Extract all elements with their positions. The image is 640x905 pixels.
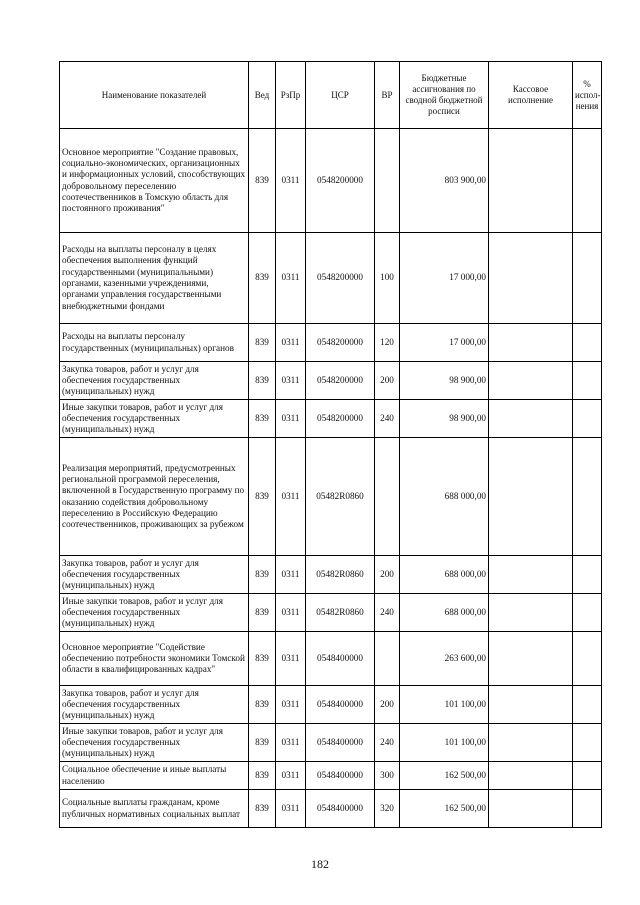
cell-ved: 839: [249, 632, 276, 686]
cell-rzpr: 0311: [276, 724, 306, 762]
cell-rzpr: 0311: [276, 129, 306, 233]
cell-ved: 839: [249, 362, 276, 400]
cell-budget: 688 000,00: [400, 556, 489, 594]
cell-budget: 162 500,00: [400, 762, 489, 790]
cell-budget: 17 000,00: [400, 233, 489, 324]
table-header-row: [60, 62, 602, 129]
cell-csr: 0548200000: [306, 400, 375, 438]
header-rzpr: РзПр: [276, 62, 306, 129]
cell-budget: 688 000,00: [400, 594, 489, 632]
cell-percent: [573, 594, 602, 632]
cell-csr: 0548400000: [306, 790, 375, 828]
cell-rzpr: 0311: [276, 556, 306, 594]
cell-vr: 200: [375, 686, 400, 724]
cell-cash: [489, 790, 573, 828]
cell-cash: [489, 594, 573, 632]
cell-cash: [489, 556, 573, 594]
cell-name: Закупка товаров, работ и услуг для обеспечения государственных (муниципальных) нужд: [60, 686, 249, 724]
cell-percent: [573, 129, 602, 233]
cell-budget: 688 000,00: [400, 438, 489, 556]
table-row: [60, 556, 602, 594]
cell-vr: 240: [375, 724, 400, 762]
cell-name: Социальные выплаты гражданам, кроме публичных нормативных социальных выплат: [60, 790, 249, 828]
cell-cash: [489, 324, 573, 362]
cell-budget: 101 100,00: [400, 686, 489, 724]
header-percent: % испол-нения: [573, 62, 602, 129]
cell-budget: 162 500,00: [400, 790, 489, 828]
cell-ved: 839: [249, 686, 276, 724]
cell-csr: 0548400000: [306, 686, 375, 724]
cell-name: Иные закупки товаров, работ и услуг для обеспечения государственных (муниципальных) нужд: [60, 724, 249, 762]
cell-cash: [489, 233, 573, 324]
cell-csr: 0548400000: [306, 724, 375, 762]
page-number: 182: [311, 857, 329, 871]
cell-vr: 240: [375, 400, 400, 438]
cell-cash: [489, 438, 573, 556]
cell-vr: 320: [375, 790, 400, 828]
cell-vr: 120: [375, 324, 400, 362]
table-row: [60, 686, 602, 724]
cell-vr: 200: [375, 362, 400, 400]
cell-percent: [573, 556, 602, 594]
cell-budget: 17 000,00: [400, 324, 489, 362]
cell-name: Иные закупки товаров, работ и услуг для обеспечения государственных (муниципальных) нужд: [60, 400, 249, 438]
table-row: [60, 762, 602, 790]
cell-percent: [573, 233, 602, 324]
cell-name: Иные закупки товаров, работ и услуг для обеспечения государственных (муниципальных) нужд: [60, 594, 249, 632]
cell-rzpr: 0311: [276, 233, 306, 324]
cell-name: Реализация мероприятий, предусмотренных региональной программой переселения, включенной в Государственную программу по оказанию содействия добровольному переселению в Российскую Федерацию соотечественников, проживающих за рубежом: [60, 438, 249, 556]
cell-csr: 05482R0860: [306, 594, 375, 632]
cell-name: Социальное обеспечение и иные выплаты населению: [60, 762, 249, 790]
cell-csr: 05482R0860: [306, 556, 375, 594]
cell-cash: [489, 400, 573, 438]
cell-ved: 839: [249, 762, 276, 790]
cell-csr: 0548200000: [306, 362, 375, 400]
cell-csr: 0548400000: [306, 632, 375, 686]
header-name: Наименование показателей: [60, 62, 249, 129]
cell-rzpr: 0311: [276, 632, 306, 686]
cell-percent: [573, 724, 602, 762]
cell-rzpr: 0311: [276, 790, 306, 828]
cell-ved: 839: [249, 438, 276, 556]
cell-percent: [573, 632, 602, 686]
cell-rzpr: 0311: [276, 762, 306, 790]
cell-cash: [489, 762, 573, 790]
cell-vr: [375, 129, 400, 233]
cell-csr: 0548200000: [306, 129, 375, 233]
cell-ved: 839: [249, 724, 276, 762]
table-row: [60, 632, 602, 686]
table-row: [60, 362, 602, 400]
cell-name: Основное мероприятие "Содействие обеспечению потребности экономики Томской области в квалифицированных кадрах": [60, 632, 249, 686]
cell-ved: 839: [249, 790, 276, 828]
cell-vr: 100: [375, 233, 400, 324]
cell-budget: 98 900,00: [400, 362, 489, 400]
table-row: [60, 594, 602, 632]
cell-rzpr: 0311: [276, 400, 306, 438]
cell-vr: 200: [375, 556, 400, 594]
cell-ved: 839: [249, 233, 276, 324]
cell-cash: [489, 632, 573, 686]
cell-csr: 0548400000: [306, 762, 375, 790]
table-row: [60, 129, 602, 233]
cell-name: Расходы на выплаты персоналу в целях обеспечения выполнения функций государственными (муниципальными) органами, казенными учреждениями, органами управления государственными внебюджетными фондами: [60, 233, 249, 324]
cell-vr: 240: [375, 594, 400, 632]
cell-cash: [489, 686, 573, 724]
cell-name: Расходы на выплаты персоналу государственных (муниципальных) органов: [60, 324, 249, 362]
table-row: [60, 438, 602, 556]
cell-rzpr: 0311: [276, 362, 306, 400]
cell-rzpr: 0311: [276, 594, 306, 632]
header-vr: ВР: [375, 62, 400, 129]
table-row: [60, 233, 602, 324]
cell-name: Закупка товаров, работ и услуг для обеспечения государственных (муниципальных) нужд: [60, 556, 249, 594]
cell-percent: [573, 790, 602, 828]
cell-rzpr: 0311: [276, 324, 306, 362]
table-row: [60, 724, 602, 762]
cell-budget: 263 600,00: [400, 632, 489, 686]
cell-percent: [573, 438, 602, 556]
cell-rzpr: 0311: [276, 686, 306, 724]
cell-vr: [375, 438, 400, 556]
cell-csr: 05482R0860: [306, 438, 375, 556]
cell-ved: 839: [249, 556, 276, 594]
budget-table: [59, 61, 602, 828]
cell-percent: [573, 400, 602, 438]
cell-cash: [489, 724, 573, 762]
cell-name: Основное мероприятие "Создание правовых, социально-экономических, организационных и информационных условий, способствующих добровольному переселению соотечественников в Томскую область для постоянного проживания": [60, 129, 249, 233]
header-budget: Бюджетные ассигнования по сводной бюджетной росписи: [400, 62, 489, 129]
header-ved: Вед: [249, 62, 276, 129]
table-row: [60, 324, 602, 362]
cell-cash: [489, 362, 573, 400]
cell-ved: 839: [249, 324, 276, 362]
cell-rzpr: 0311: [276, 438, 306, 556]
cell-name: Закупка товаров, работ и услуг для обеспечения государственных (муниципальных) нужд: [60, 362, 249, 400]
cell-percent: [573, 762, 602, 790]
table-row: [60, 790, 602, 828]
cell-ved: 839: [249, 594, 276, 632]
cell-cash: [489, 129, 573, 233]
cell-budget: 803 900,00: [400, 129, 489, 233]
cell-csr: 0548200000: [306, 324, 375, 362]
cell-budget: 98 900,00: [400, 400, 489, 438]
cell-ved: 839: [249, 400, 276, 438]
header-csr: ЦСР: [306, 62, 375, 129]
cell-vr: 300: [375, 762, 400, 790]
cell-percent: [573, 324, 602, 362]
header-cash: Кассовое исполнение: [489, 62, 573, 129]
cell-vr: [375, 632, 400, 686]
cell-ved: 839: [249, 129, 276, 233]
table-row: [60, 400, 602, 438]
cell-percent: [573, 686, 602, 724]
cell-csr: 0548200000: [306, 233, 375, 324]
cell-percent: [573, 362, 602, 400]
cell-budget: 101 100,00: [400, 724, 489, 762]
